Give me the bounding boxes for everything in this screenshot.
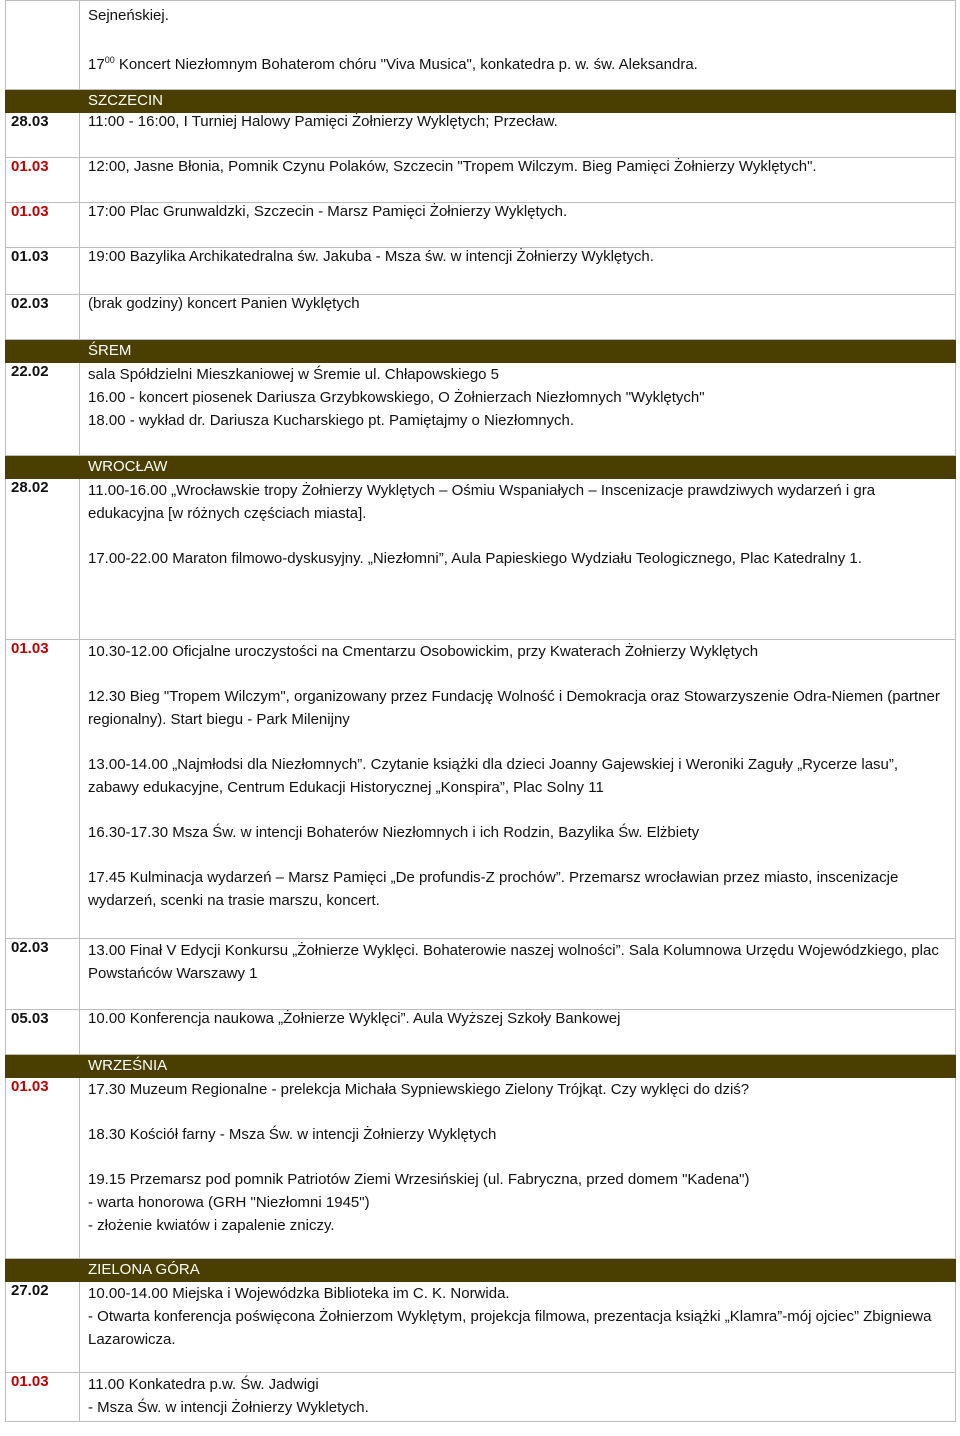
koncert-desc: Koncert Niezłomnym Bohaterom chóru "Viva Musica", konkatedra p. w. św. Aleksandra. [114,56,698,73]
event-text [80,1373,956,1422]
event-row [6,1373,956,1422]
city-band-srem [6,340,956,363]
event-text [80,479,956,640]
koncert-minute: 00 [104,55,115,65]
event-row [6,640,956,939]
event-text: (brak godziny) koncert Panien Wyklętych [80,295,956,340]
event-date: 01.03 [6,1078,80,1259]
event-line: - złożenie kwiatów i zapalenie zniczy. [88,1217,335,1234]
event-paragraph: 17.00-22.00 Maraton filmowo-dyskusyjny. „Niezłomni”, Aula Papieskiego Wydziału Teologicznego, Plac Katedralny 1. [88,550,862,567]
event-row [6,1282,956,1373]
event-row [6,248,956,295]
event-line: 19.15 Przemarsz pod pomnik Patriotów Ziemi Wrzesińskiej (ul. Fabryczna, przed domem "Kadena") [88,1171,750,1188]
city-band-wrzesnia [6,1055,956,1078]
event-text [80,640,956,939]
date-cell [6,1,80,90]
events-table [5,0,956,1422]
city-band-zielona-gora [6,1259,956,1282]
city-band-szczecin [6,90,956,113]
event-row [6,479,956,640]
event-row [6,1078,956,1259]
event-row [6,203,956,248]
event-row [6,939,956,1010]
event-text: 10.00 Konferencja naukowa „Żołnierze Wyklęci”. Aula Wyższej Szkoły Bankowej [80,1010,956,1055]
event-date: 27.02 [6,1282,80,1373]
event-text: 12:00, Jasne Błonia, Pomnik Czynu Polaków, Szczecin "Tropem Wilczym. Bieg Pamięci Żołnierzy Wyklętych". [80,158,956,203]
event-date: 01.03 [6,203,80,248]
event-date: 02.03 [6,939,80,1010]
event-paragraph [88,1168,949,1237]
event-row [6,1010,956,1055]
event-date: 01.03 [6,248,80,295]
event-row [6,113,956,158]
text-cell [80,1,956,90]
event-date: 05.03 [6,1010,80,1055]
event-text [80,1078,956,1259]
event-line: - Otwarta konferencja poświęcona Żołnierzom Wyklętym, projekcja filmowa, prezentacja książki „Klamra”-mój ojciec” Zbigniewa Lazarowicza. [88,1308,932,1348]
event-paragraph: 17.45 Kulminacja wydarzeń – Marsz Pamięci „De profundis-Z prochów”. Przemarsz wrocławian przez miasto, inscenizacje wydarzeń, scenki na trasie marszu, koncert. [88,869,899,909]
city-band-wroclaw [6,456,956,479]
city-heading: WRZEŚNIA [80,1055,956,1078]
koncert-hour: 17 [88,56,105,73]
event-text: 11:00 - 16:00, I Turniej Halowy Pamięci Żołnierzy Wyklętych; Przecław. [80,113,956,158]
city-heading: ŚREM [80,340,956,363]
event-line: sala Spółdzielni Mieszkaniowej w Śremie ul. Chłapowskiego 5 [88,366,500,383]
event-row [6,158,956,203]
event-date: 01.03 [6,158,80,203]
event-date: 28.03 [6,113,80,158]
event-date: 22.02 [6,363,80,456]
city-heading: SZCZECIN [80,90,956,113]
event-date: 28.02 [6,479,80,640]
city-heading: ZIELONA GÓRA [80,1259,956,1282]
continuation-text: Sejneńskiej. [88,7,169,24]
event-line: 18.00 - wykład dr. Dariusza Kucharskiego pt. Pamiętajmy o Niezłomnych. [88,412,575,429]
city-heading: WROCŁAW [80,456,956,479]
event-line: 10.00-14.00 Miejska i Wojewódzka Biblioteka im C. K. Norwida. [88,1285,510,1302]
event-row [6,363,956,456]
event-paragraph: 12.30 Bieg "Tropem Wilczym", organizowany przez Fundację Wolność i Demokracja oraz Stowarzyszenie Odra-Niemen (partner regionalny). Start biegu - Park Milenijny [88,688,940,728]
event-paragraph: 16.30-17.30 Msza Św. w intencji Bohaterów Niezłomnych i ich Rodzin, Bazylika Św. Elżbiety [88,824,700,841]
event-line: 11.00 Konkatedra p.w. Św. Jadwigi [88,1376,319,1393]
event-text [80,939,956,1010]
koncert-text [88,49,949,76]
event-text [80,363,956,456]
event-text: 19:00 Bazylika Archikatedralna św. Jakuba - Msza św. w intencji Żołnierzy Wyklętych. [80,248,956,295]
event-date: 02.03 [6,295,80,340]
event-paragraph: 18.30 Kościół farny - Msza Św. w intencji Żołnierzy Wyklętych [88,1126,497,1143]
intro-row [6,1,956,90]
event-paragraph: 13.00-14.00 „Najmłodsi dla Niezłomnych”. Czytanie książki dla dzieci Joanny Gajewskiej i Weroniki Zaguły „Rycerze lasu”, zabawy edukacyjne, Centrum Edukacji Historycznej „Konspira”, Plac Solny 11 [88,756,899,796]
event-row [6,295,956,340]
event-paragraph: 17.30 Muzeum Regionalne - prelekcja Michała Sypniewskiego Zielony Trójkąt. Czy wyklęci do dziś? [88,1081,750,1098]
event-date: 01.03 [6,1373,80,1422]
event-line: - warta honorowa (GRH "Niezłomni 1945") [88,1194,370,1211]
event-line: - Msza Św. w intencji Żołnierzy Wykletych. [88,1399,369,1416]
event-line: 16.00 - koncert piosenek Dariusza Grzybkowskiego, O Żołnierzach Niezłomnych "Wyklętych" [88,389,705,406]
event-paragraph: 10.30-12.00 Oficjalne uroczystości na Cmentarzu Osobowickim, przy Kwaterach Żołnierzy Wyklętych [88,643,759,660]
event-text: 17:00 Plac Grunwaldzki, Szczecin - Marsz Pamięci Żołnierzy Wyklętych. [80,203,956,248]
event-text [80,1282,956,1373]
event-date: 01.03 [6,640,80,939]
event-paragraph: 11.00-16.00 „Wrocławskie tropy Żołnierzy Wyklętych – Ośmiu Wspaniałych – Inscenizacje prawdziwych wydarzeń i gra edukacyjna [w różnych częściach miasta]. [88,482,876,522]
event-paragraph: 13.00 Finał V Edycji Konkursu „Żołnierze Wyklęci. Bohaterowie naszej wolności”. Sala Kolumnowa Urzędu Wojewódzkiego, plac Powstańców Warszawy 1 [88,942,939,982]
